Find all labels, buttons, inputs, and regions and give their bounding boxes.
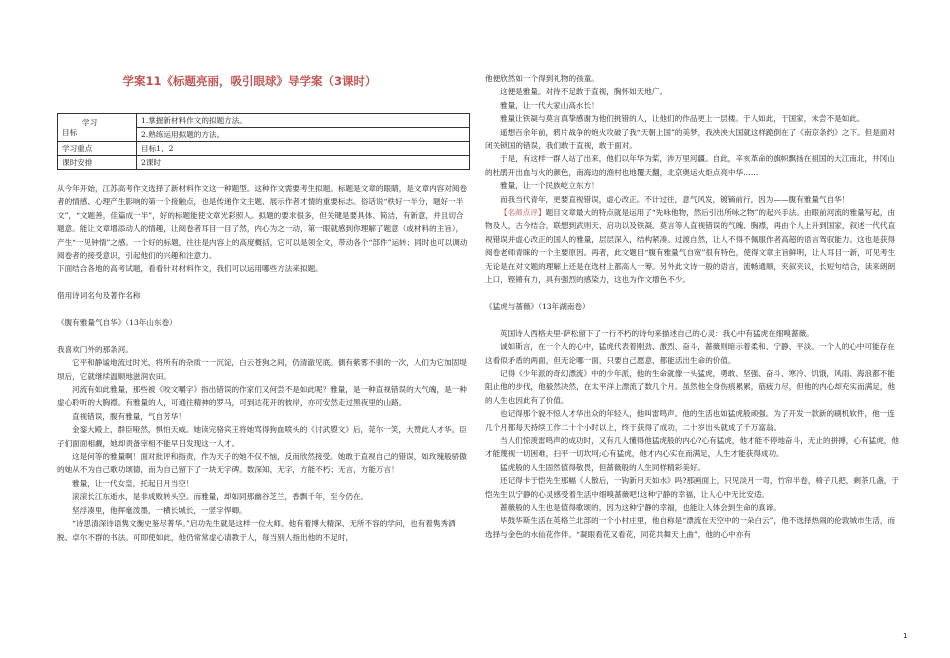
comment-tag: 【名师点评】 — [500, 208, 546, 218]
page-number: 1 — [903, 632, 908, 640]
left-column — [57, 182, 470, 544]
intro-paragraph: 下面结合各地的高考试题，看看针对材料作文，我们可以运用哪些方法来拟题。 — [57, 264, 323, 274]
table-row — [58, 142, 470, 156]
essay-paragraph: 雅量，让一代女皇，托起日月当空！ — [72, 478, 194, 488]
comment-body: 题目文章最大的特点就是运用了“先咏他物，然后引出所咏之物”的起兴手法。由眼前河流的雅量写起，由物及人，古今结合，联想到武则天、启功以及铁凝、莫言等人直视错误的气魄、胸襟，再由个人上升到国家，叙述一代代直视错误并虚心改正的国人的雅量，层层深入，结构紧凑。过渡自然，让人不得不佩服作者高超的语言驾驭能力。这也是获得阅卷老师青睐的一个主要原因。再者，此文题目“腹有雅量气自宽”很有特色，使得文章主旨鲜明，让人耳目一新，可见考生无论是在对文题的理解上还是在选材上都高人一筹。另外此文诗一般的语言，流畅通顺，夹叙夹议，长短句结合，读来朗朗上口，铿锵有力，具有强烈的感染力，这也为作文增色不少。 — [485, 208, 896, 285]
essay-paragraph: 滚滚长江东逝水，是非成败转头空。而雅量，却如同那幽谷芝兰，香飘千年，至今仍在。 — [72, 492, 369, 502]
objectives-label-top: 学习 — [82, 117, 98, 127]
essay-paragraph: 他便欣然如一个得到礼物的孩童。 — [485, 74, 599, 83]
essay-title: 《猛虎与蔷薇》（13年湖南卷） — [485, 301, 590, 311]
essay-paragraph: 于是，有这样一群人站了出来，他们以年华为桨，涉万里河疆。自此，辛亥革命的旗帜飘扬在祖国的大江南北，井冈山的杜鹃开出血与火的颜色，南海边的渔村也地覆天翻，北京奥运火炬点亮中华…… — [485, 154, 895, 177]
essay-paragraph: 雅量，让一个民族屹立东方！ — [500, 181, 599, 191]
essay-paragraph: 猛虎般的人生固然值得敬畏，但蔷薇般的人生同样精彩美好。 — [500, 462, 706, 472]
essay-paragraph: 它平和静谧地流过时光，将所有的杂质一一沉淀，白云苍狗之间，仍清澈见底。偶有紫雾不驯的一次，人们为它加固堤坝后，它就继续温顺地滋润农田。 — [57, 358, 467, 381]
essay-paragraph: 这是何等的雅量啊！面对批评和指责，作为天子的她不仅不恼，反而欣然接受。她敢于直视自己的错误，如玫瑰般骄傲的她从不为自己歌功颂德，而为自己留下了一块无字碑。数深知，无字，方能不朽；无言，方能万言！ — [57, 452, 467, 475]
essay-title: 《腹有雅量气自华》（13年山东卷） — [57, 318, 177, 328]
focus-label: 学习重点 — [58, 142, 137, 156]
method-heading: 借用诗词名句及著作名称 — [57, 291, 141, 301]
intro-paragraph: 从今年开始，江苏高考作文选择了新材料作文这一种题型。这种作文需要考生拟题。标题是文章的眼睛，是文章内容对阅卷者的情感、心理产生影响的第一个接触点，也是传递作文主题、展示作者才情的重要标志。俗话说“秩好一半分，题好一半文”，“文题善，佳篇成一半”，好的标题能使文章光彩照人。拟题的要求很多，但关键是要具体、简洁，有新意，并且切合题意。能让文章增添动人的情趣，让阅卷者耳目一目了然，内心为之一动，第一眼就感到你理解了题意（或材料的主旨），产生“一见钟情”之感。一个好的标题，往往是内容上的高度概括，它可以是领全文，带动各个“部件”运转；同时也可以调动阅卷者的接受意识，引起他们的兴趣和注意力。 — [57, 184, 468, 261]
essay-paragraph: 直视错误，腹有雅量，气自芳华！ — [72, 411, 186, 421]
essay-paragraph: 当人们惊羡雷鸣声的成功时，又有几人懂得他猛虎般的内心?心有猛虎，他才能不停地奋斗，无止的拼搏，心有猛虎，他才能蔑视一切困难，扫平一切坎坷;心有猛虎，他才内心实在而满足，人生才能获得成功。 — [485, 435, 899, 459]
essay-paragraph: 蔷薇般的人生也是值得歌颂的，因为这种宁静的幸福，也能让人体会到生命的真谛。 — [500, 502, 781, 512]
essay-paragraph: 记得《少年派的奇幻漂流》中的少年派，他的生命就像一头猛虎，勇敢、坚强、奋斗、寒冷、饥饿，风雨、海浪都不能阻止他的步伐，他毅然决然，在太平洋上漂流了数几个月。虽然他全身伤痕累累，筋疲力尽，但他的内心却充实而满足，他的人生也因此有了价值。 — [485, 368, 896, 405]
objectives-label-bottom: 目标 — [62, 127, 78, 137]
schedule-value: 2课时 — [137, 156, 470, 170]
objective-item-1: 1.掌握新材料作文的拟题方法。 — [137, 114, 470, 128]
focus-value: 目标1、2 — [137, 142, 470, 156]
page-title: 学案11《标题亮丽，吸引眼球》导学案（3课时） — [122, 74, 377, 88]
table-row — [58, 156, 470, 170]
essay-paragraph: 遥想百余年前，鸦片战争的炮火攻破了我“天朝上国”的美梦，我泱泱大国就这样跪倒在了《南京条约》之下。但是面对闭关锁国的错误，我们敢于直视，敢于面对。 — [485, 127, 896, 151]
right-column — [485, 72, 900, 541]
essay-paragraph: 毕鼓华斯生活在英格兰北部的一个小村庄里，他自称是“漂流在天空中的一朵白云”，他不选择热闹的伦敦城市生活，而选择与金色的水仙花作伴。“凝眼看花又看花，同花共舞天上曲”，他的心中亦有 — [485, 516, 896, 539]
essay-paragraph: 坚浮凑里，他挥毫泼墨，一横长城长，一竖字悍卿。 — [72, 505, 247, 515]
essay-paragraph: 诚如斯言，在一个人的心中，猛虎代表着刚劲、激烈、奋斗，蔷薇则暗示着柔和、宁静、平淡。一个人的心中可能存在这看似矛盾的两面，但无论哪一面，只要自己愿意，都能活出生命的价值。 — [485, 342, 895, 365]
essay-paragraph: “诗思清深诗语隽文衡史鉴尽菁华。”启功先生就是这样一位大师。他有着博大精深、无所不容的学问，也有着隽秀洒脱、卓尔不群的书法。可即使如此，他仍常常虚心请教于人，每当别人指出他的不足时， — [57, 519, 456, 542]
objectives-table — [57, 113, 470, 170]
teacher-comment — [485, 206, 900, 286]
essay-paragraph: 我喜欢门外的那条河。 — [57, 344, 133, 354]
essay-paragraph: 也记得那个貌不惊人才华出众的年轻人，他叫雷鸣声。他的生活也如猛虎般顽强。为了开发一款新的刷机软件，他一连几个月都每天持续工作二十个小时以上，终于获得了成功，二十岁出头就成了千万富翁。 — [485, 409, 895, 432]
essay-paragraph: 还记得卡于恺先生那幅《人散后，一钩新月天如水》吗?那画面上，只见淡月一弯，竹帘半卷，椅子几把，剩茶几盏，于恺先生以宁静的心灵感受着生活中细嗅蔷薇吧!这种宁静的幸福，让人心中无比安适。 — [485, 476, 899, 499]
essay-paragraph: 这便是雅量。对待不足敢于直视，胸怀如天地广。 — [500, 87, 668, 97]
essay-paragraph: 而我当代青年，更要直视错误，虚心改正。不计过往，意气风发，镀镝前行，因为——腹有雅量气自华！ — [500, 194, 850, 204]
essay-paragraph: 雅量，让一代大家山高水长！ — [500, 100, 599, 110]
table-row — [58, 114, 470, 128]
objective-item-2: 2.熟练运用拟题的方法。 — [137, 128, 470, 142]
essay-paragraph: 英国诗人西格夫里·萨松留下了一行不朽的诗句来描述自己的心灵：我心中有猛虎在细嗅蔷薇。 — [500, 328, 814, 338]
essay-paragraph: 金銮大殿上，群臣哑然，惧怕天威。她读完骆宾王将她骂得狗血喷头的《讨武曌文》后，莞尔一笑，大赞此人才华。臣子们面面相觑，她却责备宰相不能早日发现这一人才。 — [57, 425, 467, 448]
essay-paragraph: 雅量让铁凝与莫言真挚感谢为他们挑错的人，让他们的作品更上一层楼。于人如此，于国家，未尝不是如此。 — [500, 114, 865, 124]
essay-paragraph: 河流有如此雅量，那些被《咬文嚼字》指出错误的作家们又何尝不是如此呢？雅量，是一种直视错误的大气魄，是一种虚心聆听的大胸襟。有雅量的人，可通往精神的罗马，可到达花开的彼岸，亦可安然走过黑夜里的山路。 — [57, 385, 467, 408]
schedule-label: 课时安排 — [58, 156, 137, 170]
objectives-label-cell — [58, 114, 137, 142]
